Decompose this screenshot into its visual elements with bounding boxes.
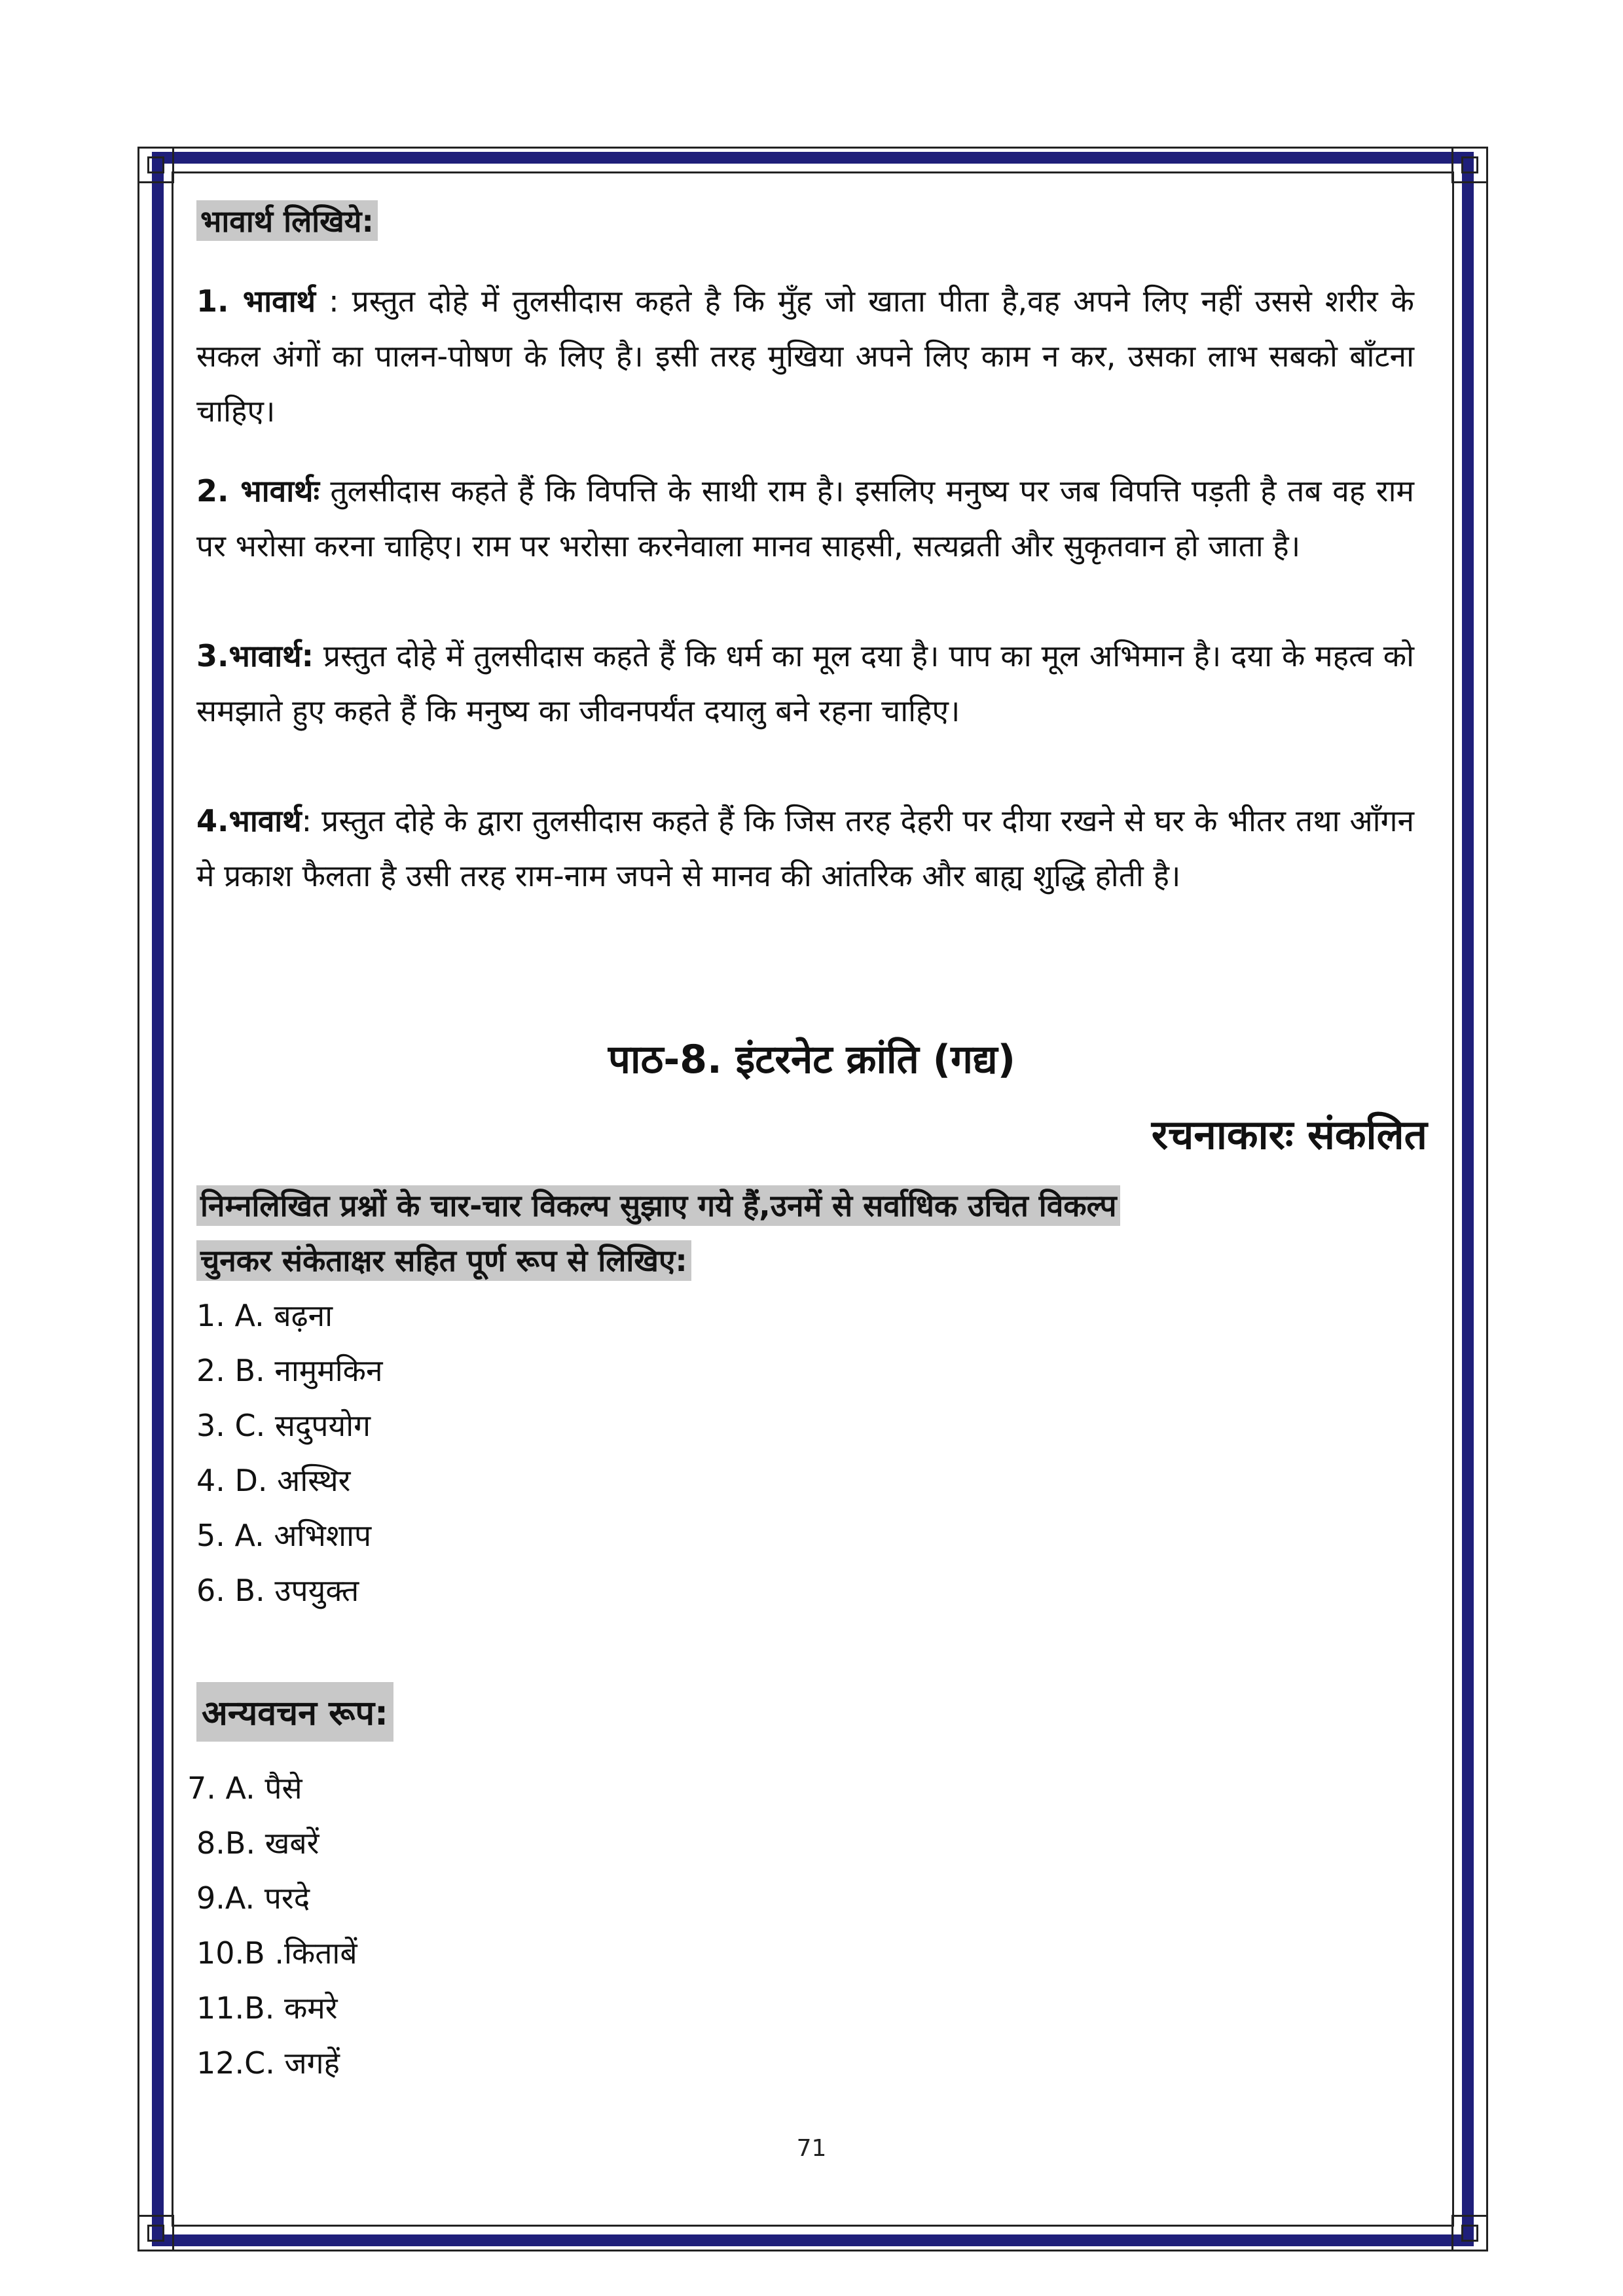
- corner-ornament-top-right: [1451, 147, 1488, 183]
- corner-ornament-bottom-right: [1451, 2215, 1488, 2251]
- plural-answer-item: 7. A. पैसे: [187, 1770, 302, 1806]
- mcq-instruction: [196, 1178, 1414, 1288]
- bhavarth-heading-text: भावार्थ लिखिये:: [196, 200, 378, 241]
- corner-ornament-bottom-left: [137, 2215, 174, 2251]
- plural-answer-item: 9.A. परदे: [196, 1880, 310, 1916]
- plural-answer-item: 11.B. कमरे: [196, 1990, 338, 2026]
- mcq-answer-item: 2. B. नामुमकिन: [196, 1353, 383, 1388]
- mcq-instruction-line-1: निम्नलिखित प्रश्नों के चार-चार विकल्प सुझाए गये हैं,उनमें से सर्वाधिक उचित विकल्प: [196, 1185, 1120, 1226]
- bhavarth-item-3-text: प्रस्तुत दोहे में तुलसीदास कहते हैं कि धर्म का मूल दया है। पाप का मूल अभिमान है। दया के महत्व को समझाते हुए कहते हैं कि मनुष्य का जीवनपर्यंत दयालु बने रहना चाहिए।: [196, 638, 1414, 728]
- corner-ornament-top-left: [137, 147, 174, 183]
- lesson-title: पाठ-8. इंटरनेट क्रांति (गद्य): [608, 1037, 1016, 1083]
- bhavarth-item-2-text: तुलसीदास कहते हैं कि विपत्ति के साथी राम है। इसलिए मनुष्य पर जब विपत्ति पड़ती है तब वह राम पर भरोसा करना चाहिए। राम पर भरोसा करनेवाला मानव साहसी, सत्यव्रती और सुकृतवान हो जाता है।: [196, 473, 1414, 564]
- bhavarth-item-1: [196, 274, 1414, 439]
- plural-answer-list: [187, 1761, 357, 2090]
- bhavarth-item-3: [196, 628, 1414, 738]
- page-number: 71: [796, 2135, 827, 2162]
- bhavarth-item-2: [196, 463, 1414, 573]
- mcq-answer-list: [196, 1288, 383, 1618]
- bhavarth-item-2-label: 2. भावार्थः: [196, 473, 319, 509]
- bhavarth-item-4-label: 4.भावार्थ: [196, 803, 302, 838]
- plural-heading: [196, 1682, 393, 1742]
- lesson-author: रचनाकारः संकलित: [1151, 1111, 1427, 1158]
- bhavarth-heading: [196, 200, 378, 241]
- plural-heading-text: अन्यवचन रूप:: [196, 1682, 393, 1742]
- mcq-answer-item: 3. C. सदुपयोग: [196, 1408, 371, 1443]
- mcq-answer-item: 6. B. उपयुक्त: [196, 1573, 359, 1608]
- mcq-answer-item: 4. D. अस्थिर: [196, 1463, 351, 1498]
- mcq-answer-item: 5. A. अभिशाप: [196, 1518, 372, 1553]
- bhavarth-item-4: [196, 793, 1414, 903]
- mcq-answer-item: 1. A. बढ़ना: [196, 1298, 333, 1333]
- plural-answer-item: 10.B .किताबें: [196, 1935, 357, 1971]
- plural-answer-item: 12.C. जगहें: [196, 2045, 340, 2081]
- bhavarth-item-4-text: : प्रस्तुत दोहे के द्वारा तुलसीदास कहते हैं कि जिस तरह देहरी पर दीया रखने से घर के भीतर तथा आँगन मे प्रकाश फैलता है उसी तरह राम-नाम जपने से मानव की आंतरिक और बाह्य शुद्धि होती है।: [196, 803, 1414, 893]
- bhavarth-item-1-text: : प्रस्तुत दोहे में तुलसीदास कहते है कि मुँह जो खाता पीता है,वह अपने लिए नहीं उससे शरीर के सकल अंगों का पालन-पोषण के लिए है। इसी तरह मुखिया अपने लिए काम न कर, उसका लाभ सबको बाँटना चाहिए।: [196, 283, 1414, 429]
- plural-answer-item: 8.B. खबरें: [196, 1825, 319, 1861]
- bhavarth-item-3-label: 3.भावार्थ:: [196, 638, 314, 673]
- bhavarth-item-1-label: 1. भावार्थ: [196, 283, 316, 319]
- mcq-instruction-line-2: चुनकर संकेताक्षर सहित पूर्ण रूप से लिखिए:: [196, 1240, 691, 1281]
